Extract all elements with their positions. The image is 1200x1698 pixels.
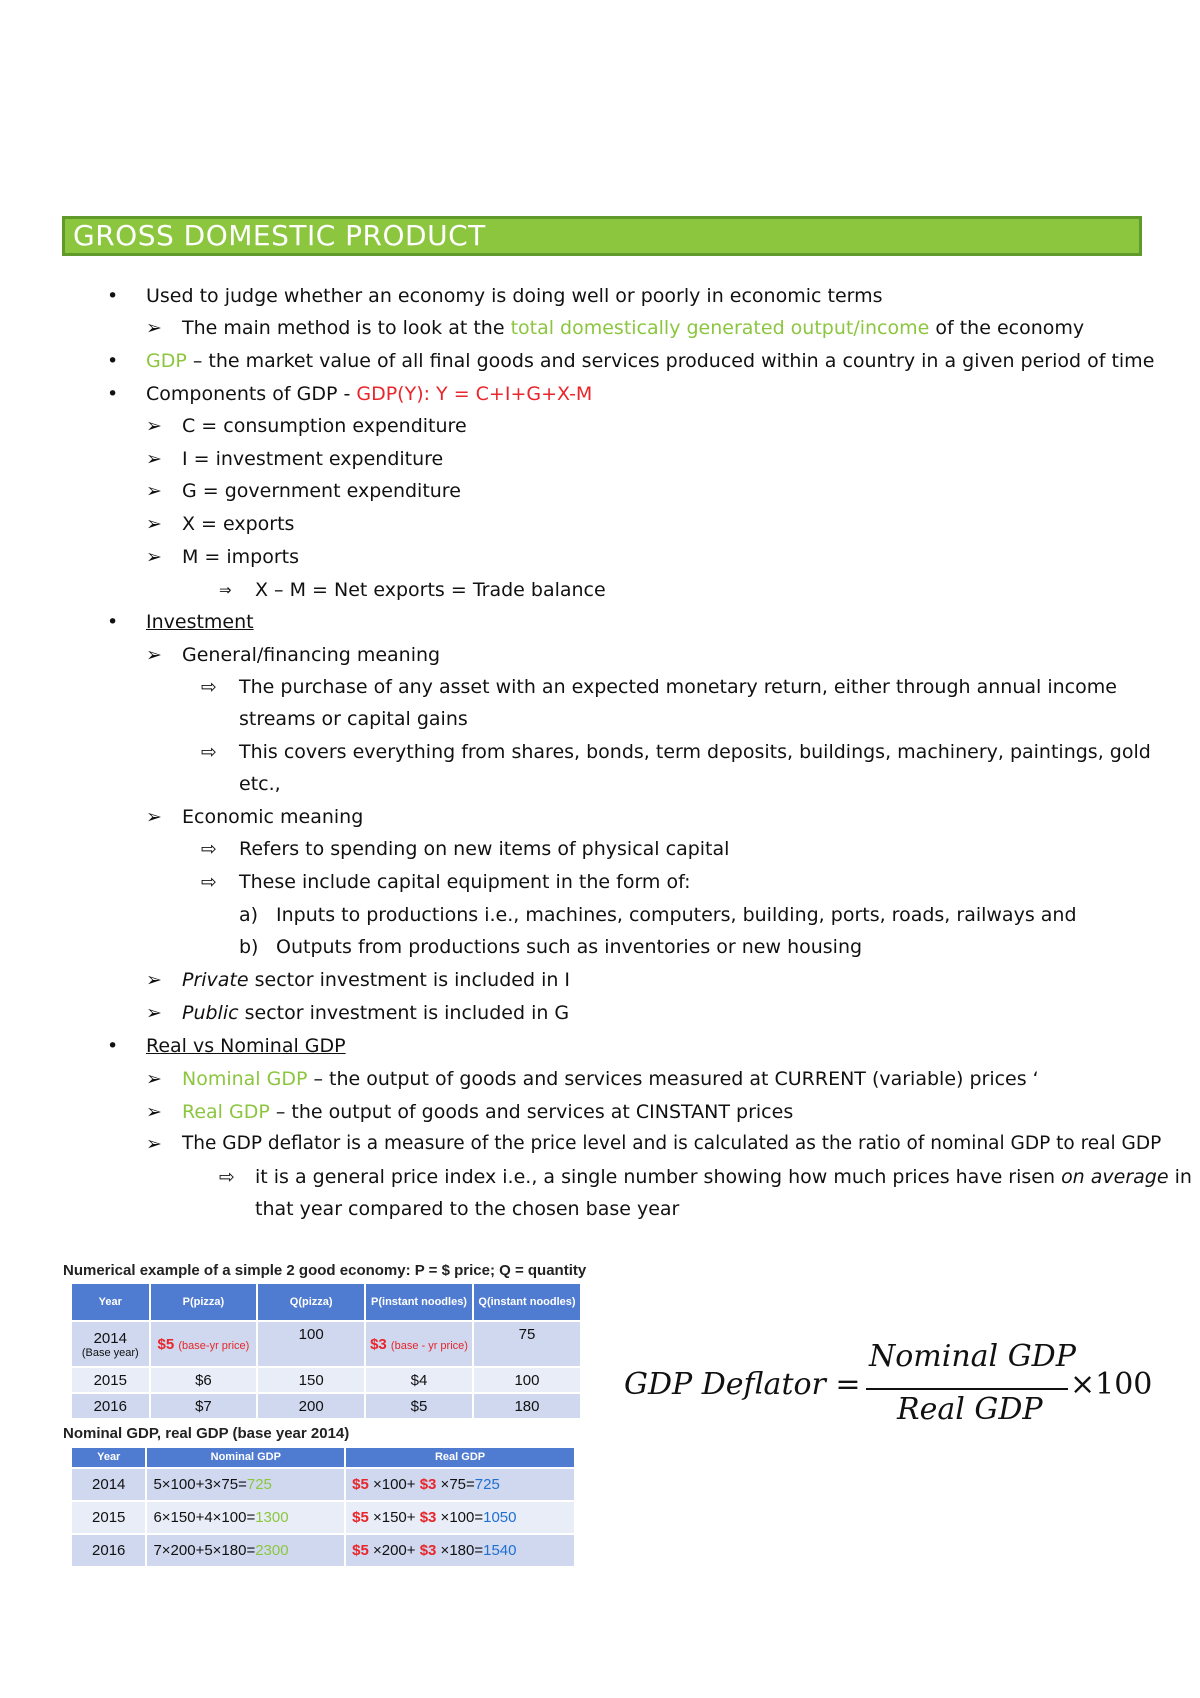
bullet-arrow: ➢: [146, 1101, 162, 1123]
hollow-arrow: ⇨: [201, 676, 217, 698]
price-cell: $3 (base - yr price): [365, 1321, 473, 1367]
fraction-bar: [866, 1388, 1068, 1390]
col-header: Nominal GDP: [146, 1447, 345, 1468]
text-line: Outputs from productions such as inventories or new housing: [276, 936, 863, 958]
text-line: etc.,: [239, 773, 281, 795]
text-line: Economic meaning: [182, 806, 364, 828]
qty-cell: 100: [257, 1321, 365, 1367]
year-cell: 2014: [71, 1468, 146, 1501]
formula-rhs: ×100: [1070, 1367, 1153, 1402]
qty-cell: 180: [473, 1393, 581, 1419]
price-cell: $6: [150, 1367, 258, 1393]
bullet-arrow: ➢: [146, 1068, 162, 1090]
col-header: Year: [71, 1447, 146, 1468]
table1-caption: Numerical example of a simple 2 good economy: P = $ price; Q = quantity: [63, 1262, 587, 1279]
col-header: Q(instant noodles): [473, 1283, 581, 1321]
qty-cell: 100: [473, 1367, 581, 1393]
text-line: Inputs to productions i.e., machines, computers, building, ports, roads, railways and: [276, 904, 1077, 926]
text-line: M = imports: [182, 546, 300, 568]
text-line: The main method is to look at the total domestically generated output/income of the economy: [182, 317, 1085, 339]
section-heading: GROSS DOMESTIC PRODUCT: [62, 216, 1142, 256]
price-cell: $5 (base-yr price): [150, 1321, 258, 1367]
table-row: [71, 1468, 575, 1501]
table2-caption: Nominal GDP, real GDP (base year 2014): [63, 1425, 350, 1442]
table-row: [71, 1321, 581, 1367]
real-vs-nominal-heading: Real vs Nominal GDP: [146, 1035, 346, 1057]
bullet-dot: •: [107, 383, 119, 405]
text-line: The GDP deflator is a measure of the price level and is calculated as the ratio of nominal GDP to real GDP: [182, 1133, 1162, 1154]
text-line: C = consumption expenditure: [182, 415, 467, 437]
hollow-arrow: ⇨: [219, 1166, 235, 1188]
text-line: The purchase of any asset with an expected monetary return, either through annual income: [239, 676, 1117, 698]
bullet-arrow: ➢: [146, 644, 162, 666]
year-cell: 2016: [71, 1393, 150, 1419]
hollow-arrow: ⇨: [201, 871, 217, 893]
gdp-table: [70, 1446, 576, 1568]
qty-cell: 200: [257, 1393, 365, 1419]
gdp-definition: GDP – the market value of all final goods and services produced within a country in a given period of time: [146, 350, 1155, 372]
bullet-arrow: ➢: [146, 317, 162, 339]
text-line: Public sector investment is included in G: [182, 1002, 570, 1024]
text-line: G = government expenditure: [182, 480, 461, 502]
table-row: [71, 1367, 581, 1393]
text-line: Used to judge whether an economy is doing well or poorly in economic terms: [146, 285, 883, 307]
text-line: streams or capital gains: [239, 708, 468, 730]
bullet-arrow: ➢: [146, 448, 162, 470]
text-line: Private sector investment is included in I: [182, 969, 571, 991]
bullet-arrow: ➢: [146, 415, 162, 437]
price-cell: $4: [365, 1367, 473, 1393]
year-cell: 2014 (Base year): [71, 1321, 150, 1367]
text-line: General/financing meaning: [182, 644, 441, 666]
list-marker: b): [239, 936, 259, 958]
text-line: Refers to spending on new items of physical capital: [239, 838, 730, 860]
bullet-arrow: ➢: [146, 513, 162, 535]
nominal-cell: 5×100+3×75=725: [146, 1468, 345, 1501]
year-cell: 2015: [71, 1501, 146, 1534]
table-row: [71, 1534, 575, 1567]
bullet-arrow: ➢: [146, 1002, 162, 1024]
text-line: Nominal GDP – the output of goods and services measured at CURRENT (variable) prices ‘: [182, 1068, 1039, 1090]
col-header: Real GDP: [345, 1447, 575, 1468]
table-row: [71, 1393, 581, 1419]
formula-denominator: Real GDP: [897, 1392, 1043, 1427]
price-quantity-table: [70, 1282, 582, 1420]
col-header: Year: [71, 1283, 150, 1321]
qty-cell: 150: [257, 1367, 365, 1393]
real-cell: $5 ×200+ $3 ×180=1540: [345, 1534, 575, 1567]
bullet-arrow: ➢: [146, 546, 162, 568]
bullet-dot: •: [107, 1035, 119, 1057]
nominal-cell: 7×200+5×180=2300: [146, 1534, 345, 1567]
text-line: Real GDP – the output of goods and services at CINSTANT prices: [182, 1101, 794, 1123]
bullet-arrow: ➢: [146, 1133, 162, 1155]
bullet-dot: •: [107, 350, 119, 372]
real-cell: $5 ×100+ $3 ×75=725: [345, 1468, 575, 1501]
text-line: These include capital equipment in the form of:: [239, 871, 691, 893]
bullet-arrow: ➢: [146, 480, 162, 502]
list-marker: a): [239, 904, 259, 926]
col-header: P(instant noodles): [365, 1283, 473, 1321]
formula-numerator: Nominal GDP: [869, 1339, 1076, 1374]
bullet-dot: •: [107, 285, 119, 307]
text-line: that year compared to the chosen base year: [255, 1198, 680, 1220]
price-cell: $7: [150, 1393, 258, 1419]
price-cell: $5: [365, 1393, 473, 1419]
col-header: Q(pizza): [257, 1283, 365, 1321]
investment-heading: Investment: [146, 611, 254, 633]
formula-lhs: GDP Deflator =: [624, 1367, 861, 1402]
year-cell: 2016: [71, 1534, 146, 1567]
year-cell: 2015: [71, 1367, 150, 1393]
hollow-arrow: ⇨: [201, 838, 217, 860]
col-header: P(pizza): [150, 1283, 258, 1321]
implies-arrow: ⇒: [219, 581, 232, 599]
hollow-arrow: ⇨: [201, 741, 217, 763]
table-row: [71, 1501, 575, 1534]
text-line: X = exports: [182, 513, 295, 535]
text-line: X – M = Net exports = Trade balance: [255, 579, 606, 601]
real-cell: $5 ×150+ $3 ×100=1050: [345, 1501, 575, 1534]
qty-cell: 75: [473, 1321, 581, 1367]
bullet-arrow: ➢: [146, 969, 162, 991]
nominal-cell: 6×150+4×100=1300: [146, 1501, 345, 1534]
text-line: This covers everything from shares, bonds, term deposits, buildings, machinery, paintings, gold: [239, 741, 1151, 763]
bullet-dot: •: [107, 611, 119, 633]
text-line: it is a general price index i.e., a single number showing how much prices have risen on average in: [255, 1166, 1192, 1188]
bullet-arrow: ➢: [146, 806, 162, 828]
components-line: Components of GDP - GDP(Y): Y = C+I+G+X-M: [146, 383, 593, 405]
text-line: I = investment expenditure: [182, 448, 444, 470]
